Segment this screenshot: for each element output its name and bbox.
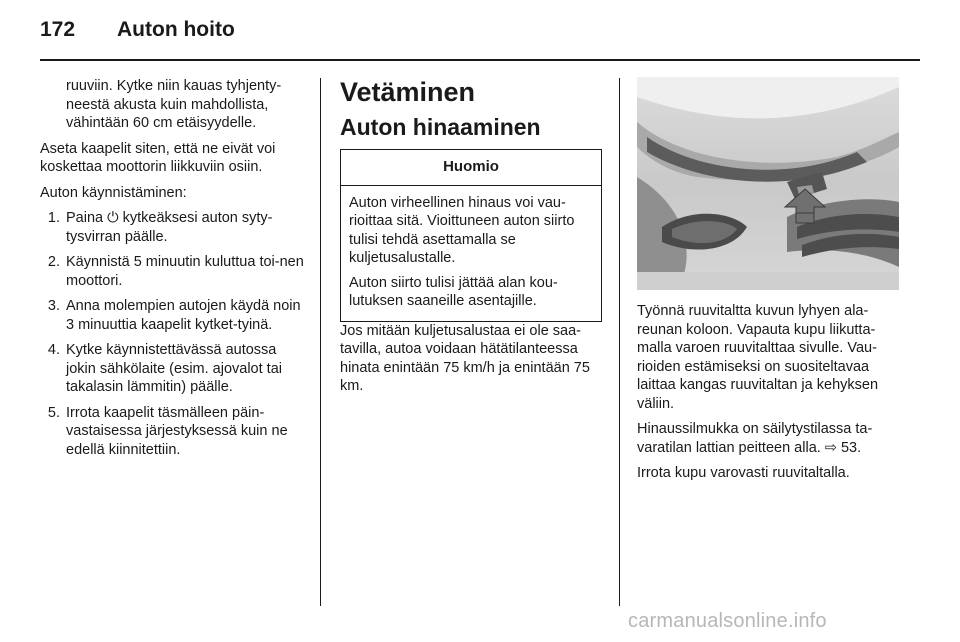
notice-body (341, 186, 601, 321)
list-item (40, 341, 306, 397)
page-title: Auton hoito (117, 18, 235, 41)
paragraph: Työnnä ruuvitaltta kuvun lyhyen ala-reunan koloon. Vapauta kupu liikutta-malla varoen ruuvitalttaa sivulle. Vau-rioiden estämiseksi on suositeltavaa laittaa kangas ruuvitaltan ja kehyksen väliin. (637, 303, 879, 412)
page-number: 172 (40, 18, 76, 41)
step-number: 3. (47, 298, 60, 314)
step-number: 2. (47, 254, 60, 270)
watermark-text: carmanualsonline.info (628, 610, 827, 632)
column-1 (40, 77, 306, 466)
paragraph: Hinaussilmukka on säilytystilassa ta-varatilan lattian peitteen alla. ⇨ 53. (637, 421, 873, 456)
step-text: Paina ⏻ kytkeäksesi auton syty-tysvirran päälle. (66, 210, 273, 245)
step-text: Irrota kaapelit täsmälleen päin-vastaisessa järjestyksessä kuin ne edellä kiinnitettiin. (66, 404, 288, 458)
step-text: Käynnistä 5 minuutin kuluttua toi-nen moottori. (66, 254, 304, 289)
step-number: 5. (47, 404, 60, 421)
paragraph: Irrota kupu varovasti ruuvitaltalla. (637, 465, 850, 481)
list-item (40, 404, 306, 460)
notice-box (340, 149, 602, 322)
paragraph: Auton käynnistäminen: (40, 184, 187, 201)
list-item (40, 209, 306, 246)
step-number: 1. (47, 210, 60, 226)
list-item (40, 253, 306, 290)
paragraph: Jos mitään kuljetusalustaa ei ole saa-tavilla, autoa voidaan hätätilanteessa hinata enintään 75 km/h ja enintään 75 km. (340, 322, 590, 394)
list-item (40, 297, 306, 334)
notice-text: Auton virheellinen hinaus voi vau-rioittaa sitä. Vioittuneen auton siirto tulisi tehdä asettamalla se kuljetusalustalle. (349, 194, 575, 266)
continuation-text: ruuviin. Kytke niin kauas tyhjenty-neestä akusta kuin mahdollista, vähintään 60 cm etäisyydelle. (66, 78, 282, 131)
column-2 (340, 77, 604, 403)
column-divider (619, 78, 620, 606)
car-front-photo (637, 77, 899, 290)
notice-title: Huomio (341, 150, 601, 186)
page-header (40, 18, 920, 46)
step-text: Kytke käynnistettävässä autossa jokin sähkölaite (esim. ajovalot tai takalasin lämmitin) päälle. (66, 342, 282, 395)
subsection-heading: Auton hinaaminen (340, 114, 541, 140)
step-text: Anna molempien autojen käydä noin 3 minuuttia kaapelit kytket-tyinä. (66, 298, 301, 333)
paragraph: Aseta kaapelit siten, että ne eivät voi koskettaa moottorin liikkuviin osiin. (40, 140, 276, 175)
header-rule (40, 59, 920, 61)
start-steps-list (40, 209, 306, 459)
column-3 (637, 77, 903, 490)
step-number: 4. (47, 342, 60, 358)
notice-text: Auton siirto tulisi jättää alan kou-lutuksen saaneille asentajille. (349, 274, 558, 309)
section-heading: Vetäminen (340, 77, 476, 107)
column-divider (320, 78, 321, 606)
